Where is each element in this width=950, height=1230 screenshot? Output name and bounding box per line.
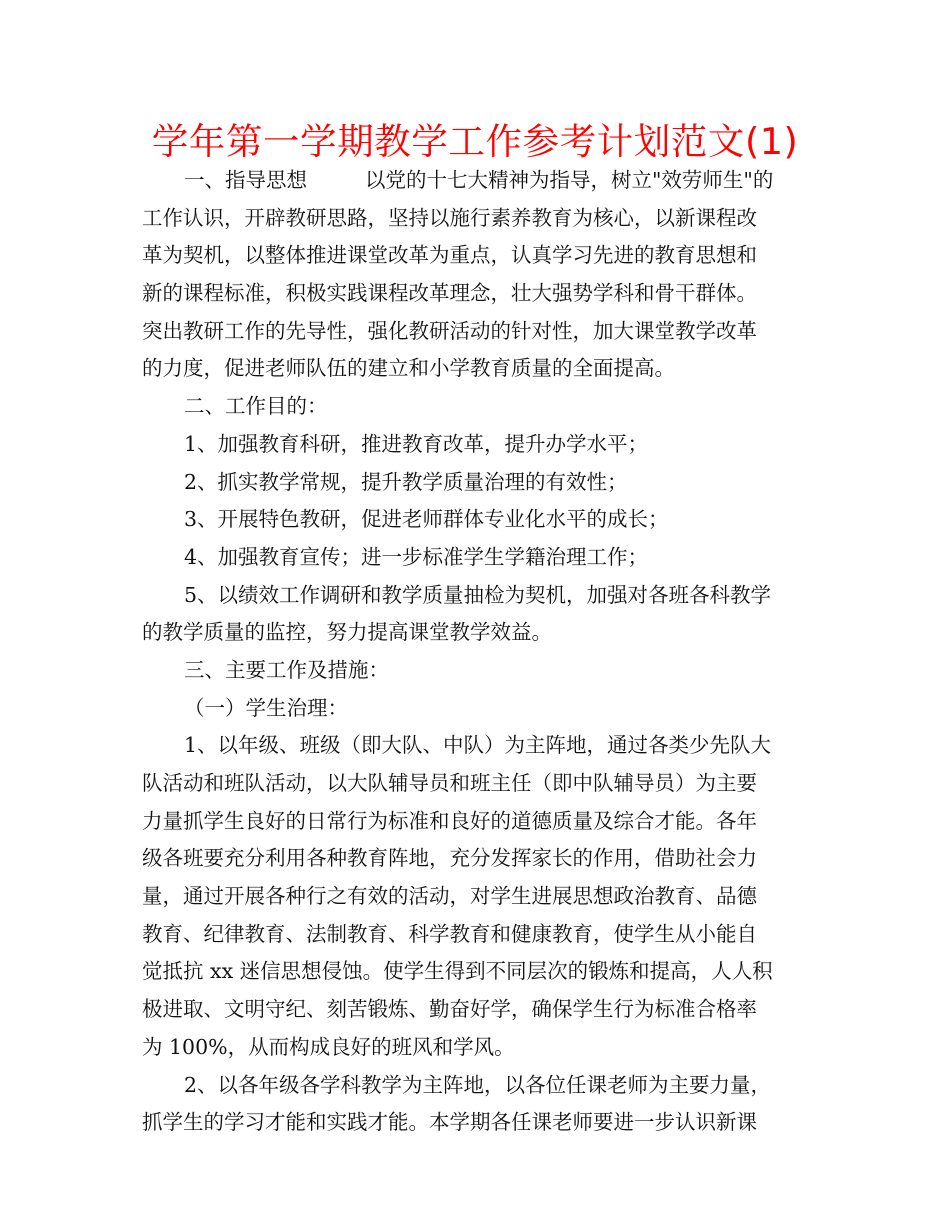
list-item: 3、开展特色教研，促进老师群体专业化水平的成长； [184, 507, 669, 532]
paragraph-line: 1、以年级、班级（即大队、中队）为主阵地，通过各类少先队大 [184, 733, 772, 758]
paragraph-line: 级各班要充分利用各种教育阵地，充分发挥家长的作用，借助社会力 [142, 846, 757, 871]
paragraph-line: 突出教研工作的先导性，强化教研活动的针对性，加大课堂教学改革 [142, 318, 757, 343]
paragraph-line: 的力度，促进老师队伍的建立和小学教育质量的全面提高。 [142, 356, 675, 381]
section-heading: 三、主要工作及措施： [184, 657, 389, 682]
paragraph-line: 觉抵抗 xx 迷信思想侵蚀。使学生得到不同层次的锻炼和提高，人人积 [142, 959, 773, 984]
paragraph-line: 革为契机，以整体推进课堂改革为重点，认真学习先进的教育思想和 [142, 243, 757, 268]
paragraph-line: 2、以各年级各学科教学为主阵地，以各位任课老师为主要力量， [184, 1072, 772, 1097]
paragraph-line: 为 100%，从而构成良好的班风和学风。 [142, 1034, 515, 1059]
list-item: 4、加强教育宣传；进一步标准学生学籍治理工作； [184, 544, 649, 569]
paragraph-line: 力量抓学生良好的日常行为标准和良好的道德质量及综合才能。各年 [142, 808, 757, 833]
section-heading: 一、指导思想 [184, 168, 307, 192]
paragraph-line: 的教学质量的监控，努力提高课堂教学效益。 [142, 620, 552, 645]
line-text: 以党的十七大精神为指导，树立"效劳师生"的 [365, 168, 774, 192]
section-heading: 二、工作目的： [184, 394, 328, 419]
paragraph-line: 队活动和班队活动，以大队辅导员和班主任（即中队辅导员）为主要 [142, 771, 757, 795]
paragraph-line: 新的课程标准，积极实践课程改革理念，壮大强势学科和骨干群体。 [142, 281, 757, 306]
document-title: 学年第一学期教学工作参考计划范文(1) [151, 120, 799, 163]
document-body [142, 162, 814, 1142]
paragraph-line: 抓学生的学习才能和实践才能。本学期各任课老师要进一步认识新课 [142, 1110, 757, 1135]
subsection-heading: （一）学生治理： [184, 695, 348, 720]
paragraph-line [142, 162, 814, 200]
paragraph-line: 量，通过开展各种行之有效的活动，对学生进展思想政治教育、品德 [142, 884, 757, 909]
paragraph-line: 极进取、文明守纪、刻苦锻炼、勤奋好学，确保学生行为标准合格率 [142, 997, 757, 1022]
list-item: 2、抓实教学常规，提升教学质量治理的有效性； [184, 469, 628, 494]
list-item: 5、以绩效工作调研和教学质量抽检为契机，加强对各班各科教学 [184, 582, 772, 607]
paragraph-line: 工作认识，开辟教研思路，坚持以施行素养教育为核心，以新课程改 [142, 205, 757, 230]
list-item: 1、加强教育科研，推进教育改革，提升办学水平； [184, 431, 649, 456]
paragraph-line: 教育、纪律教育、法制教育、科学教育和健康教育，使学生从小能自 [142, 921, 757, 946]
